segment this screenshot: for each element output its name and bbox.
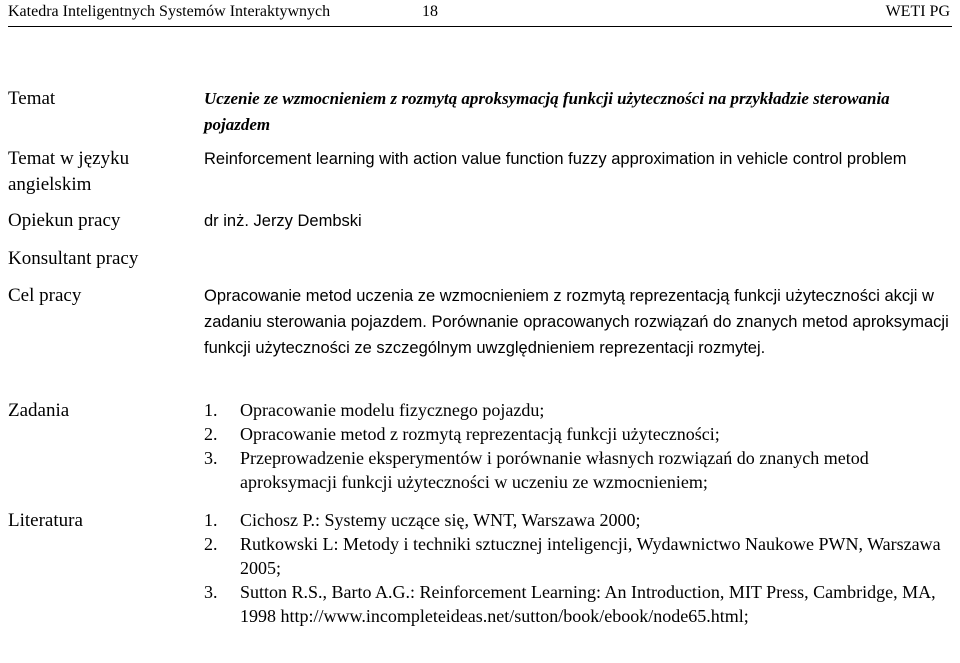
item-number: 2. bbox=[204, 534, 218, 554]
value-opiekun: dr inż. Jerzy Dembski bbox=[204, 212, 362, 230]
value-temat: Uczenie ze wzmocnieniem z rozmytą aproksymacją funkcji użyteczności na przykładzie sterowania pojazdem bbox=[204, 89, 890, 134]
list-item bbox=[204, 398, 954, 422]
item-text: Rutkowski L: Metody i techniki sztucznej inteligencji, Wydawnictwo Naukowe PWN, Warszawa 2005; bbox=[240, 534, 941, 578]
header-divider bbox=[8, 26, 952, 27]
list-item bbox=[204, 422, 954, 446]
list-item bbox=[204, 532, 954, 580]
label-zadania: Zadania bbox=[8, 400, 70, 421]
label-konsultant: Konsultant pracy bbox=[8, 248, 139, 269]
item-text: Opracowanie modelu fizycznego pojazdu; bbox=[240, 400, 545, 420]
item-text: Przeprowadzenie eksperymentów i porównanie własnych rozwiązań do znanych metod aproksymacji funkcji użyteczności w uczeniu ze wzmocnieniem; bbox=[240, 448, 869, 492]
item-number: 2. bbox=[204, 424, 218, 444]
list-item bbox=[204, 580, 954, 628]
department-name: Katedra Inteligentnych Systemów Interaktywnych bbox=[8, 3, 331, 20]
item-number: 1. bbox=[204, 510, 218, 530]
item-text: Cichosz P.: Systemy uczące się, WNT, Warszawa 2000; bbox=[240, 510, 641, 530]
label-literatura: Literatura bbox=[8, 510, 83, 531]
list-item bbox=[204, 446, 954, 494]
page-number: 18 bbox=[422, 3, 438, 20]
value-cel: Opracowanie metod uczenia ze wzmocnieniem z rozmytą reprezentacją funkcji użyteczności akcji w zadaniu sterowania pojazdem. Porównanie opracowanych rozwiązań do znanych metod aproksymacji funkcji użyteczności ze szczególnym uwzględnieniem reprezentacji rozmytej. bbox=[204, 287, 949, 357]
label-temat: Temat bbox=[8, 88, 56, 109]
item-number: 3. bbox=[204, 582, 218, 602]
item-number: 3. bbox=[204, 448, 218, 468]
label-cel: Cel pracy bbox=[8, 285, 82, 306]
label-temat-en: Temat w języku angielskim bbox=[8, 148, 130, 195]
label-opiekun: Opiekun pracy bbox=[8, 210, 121, 231]
item-text: Sutton R.S., Barto A.G.: Reinforcement Learning: An Introduction, MIT Press, Cambridge, MA, 1998 http://www.incompleteideas.net/sutton/book/ebook/node65.html; bbox=[240, 582, 936, 626]
literatura-list bbox=[204, 508, 954, 628]
item-text: Opracowanie metod z rozmytą reprezentacją funkcji użyteczności; bbox=[240, 424, 720, 444]
zadania-list bbox=[204, 398, 954, 494]
page-header bbox=[8, 0, 952, 24]
value-temat-en: Reinforcement learning with action value function fuzzy approximation in vehicle control problem bbox=[204, 150, 907, 168]
list-item bbox=[204, 508, 954, 532]
item-number: 1. bbox=[204, 400, 218, 420]
faculty-name: WETI PG bbox=[885, 3, 950, 20]
